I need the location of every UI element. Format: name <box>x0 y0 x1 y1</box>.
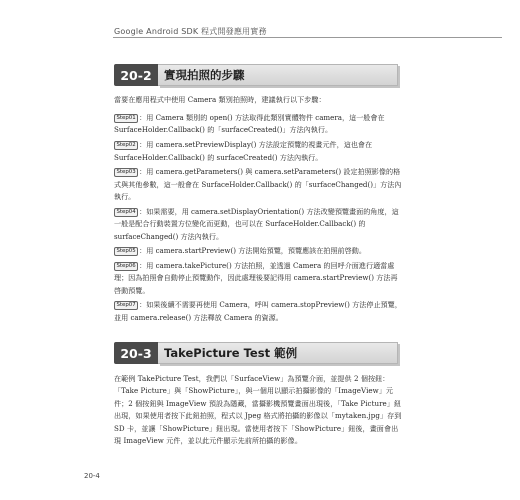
step-item <box>114 112 404 137</box>
section-title: 實現拍照的步驟 <box>158 64 398 86</box>
section-heading-20-3 <box>114 342 398 364</box>
step-item <box>114 260 404 297</box>
step-item <box>114 206 404 243</box>
section-title: TakePicture Test 範例 <box>158 342 398 364</box>
step-badge: Step07 <box>114 301 138 310</box>
section-heading-20-2 <box>114 64 398 86</box>
step-item <box>114 245 404 257</box>
step-text: ：用 camera.startPreview() 方法開始預覽，預覽應該在拍照前啓動。 <box>139 246 366 256</box>
step-text: ：用 camera.getParameters() 與 camera.setParameters() 設定拍照影像的格式與其他參數，這一般會在 SurfaceHolder.Callback() 的「surfaceChanged()」方法內執行。 <box>114 167 402 202</box>
step-list <box>114 112 404 327</box>
page-number: 20-4 <box>84 472 100 480</box>
step-badge: Step06 <box>114 262 138 271</box>
step-badge: Step04 <box>114 208 138 217</box>
step-item <box>114 299 404 324</box>
running-header: Google Android SDK 程式開發應用實務 <box>114 27 267 36</box>
section-number: 20-3 <box>114 342 158 364</box>
intro-paragraph: 當要在應用程式中使用 Camera 類別拍照時，建議執行以下步驟： <box>114 95 326 104</box>
step-text: ：用 Camera 類別的 open() 方法取得此類別實體物件 camera，這一般會在 SurfaceHolder.Callback() 的「surfaceCreated()」方法內執行。 <box>114 113 385 135</box>
step-item <box>114 166 404 203</box>
page-gutter <box>0 0 88 500</box>
step-text: ：如果需要，用 camera.setDisplayOrientation() 方法改變預覽畫面的角度，這一般是配合行動裝置方位變化而更動，也可以在 SurfaceHolder.Callback() 的 surfaceChanged() 方法內執行。 <box>114 206 399 241</box>
body-paragraph: 在範例 TakePicture Test，我們以「SurfaceView」為預覽介面，並提供 2 個按鈕：「Take Picture」與「ShowPicture」，與一個用以顯示拍攝影像的「ImageView」元件；2 個按鈕與 ImageView 預設為隱藏，當攝影機預覽畫面出現後，「Take Picture」鈕出現，如果使用者按下此鈕拍照，程式以 Jpeg 格式將拍攝的影像以「mytaken.jpg」存到 SD 卡，並讓「ShowPicture」鈕出現。當使用者按下「ShowPicture」鈕後，畫面會出現 ImageView 元件，並以此元件顯示先前所拍攝的影像。 <box>114 374 402 446</box>
step-badge: Step03 <box>114 168 138 177</box>
step-text: ：用 camera.takePicture() 方法拍照，並透過 Camera 的回呼介面進行適當處理；因為拍照會自動停止預覽動作，因此處理後要記得用 camera.startPreview() 方法再啓動預覽。 <box>114 260 398 295</box>
header-divider <box>113 37 502 38</box>
step-badge: Step01 <box>114 114 138 123</box>
step-item <box>114 139 404 164</box>
section-number: 20-2 <box>114 64 158 86</box>
step-text: ：如果後續不需要再使用 Camera，呼叫 camera.stopPreview() 方法停止預覽，並用 camera.release() 方法釋放 Camera 的資源。 <box>114 300 402 322</box>
step-badge: Step02 <box>114 141 138 150</box>
step-text: ：用 camera.setPreviewDisplay() 方法設定預覽的視畫元件，這也會在 SurfaceHolder.Callback() 的 surfaceCreated() 方法內執行。 <box>114 140 373 162</box>
step-badge: Step05 <box>114 247 138 256</box>
